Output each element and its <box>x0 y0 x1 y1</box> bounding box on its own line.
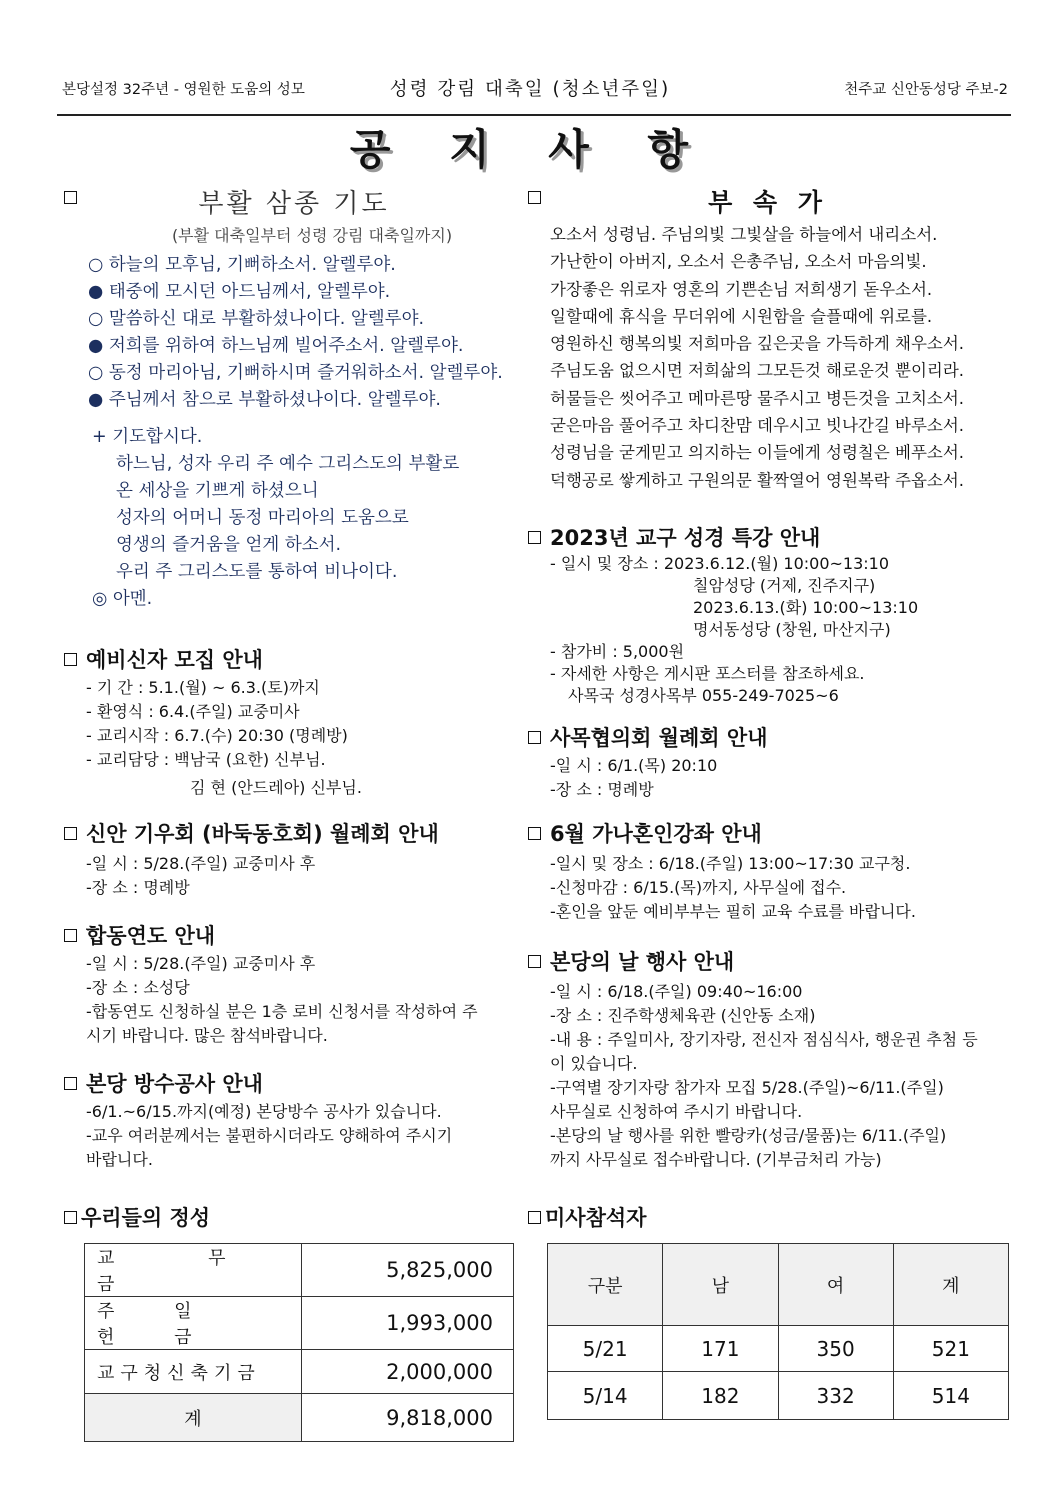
sequence-line: 일할때에 휴식을 무더위에 시원함을 슬플때에 위로를. <box>550 306 933 326</box>
table-cell: 5/14 <box>548 1372 663 1420</box>
header-rule <box>57 114 1011 116</box>
notice-line: -일시 및 장소 : 6/18.(주일) 13:00~17:30 교구청. <box>550 854 911 873</box>
notice-parish-day <box>528 946 1008 1172</box>
attendance-table <box>547 1243 1009 1420</box>
checkbox-icon <box>528 955 541 968</box>
notice-line: - 참가비 : 5,000원 <box>550 642 685 661</box>
table-row <box>85 1244 514 1297</box>
prayer-line: 온 세상을 기쁘게 하셨으니 <box>116 481 319 501</box>
verse <box>88 360 524 387</box>
offering-value: 1,993,000 <box>302 1297 514 1350</box>
verse-mark: ● <box>88 336 104 356</box>
verse <box>88 279 524 306</box>
checkbox-icon <box>528 1211 541 1224</box>
sequence-line: 덕행공로 쌓게하고 구원의문 활짝열어 영원복락 주옵소서. <box>550 470 965 490</box>
verse-mark: ○ <box>88 309 104 329</box>
notice-line: -일 시 : 6/1.(목) 20:10 <box>550 756 718 775</box>
notice-council <box>528 722 1008 802</box>
sequence-line: 성령님을 굳게믿고 의지하는 이들에게 성령칠은 베푸소서. <box>550 443 965 463</box>
table-row <box>85 1394 514 1442</box>
notice-go-club <box>64 818 524 900</box>
verse <box>88 252 524 279</box>
table-cell: 182 <box>663 1372 778 1420</box>
notice-line: 칠암성당 (거제, 진주지구) <box>693 576 876 595</box>
notice-line: 바랍니다. <box>86 1150 153 1169</box>
notice-line: - 기 간 : 5.1.(월) ~ 6.3.(토)까지 <box>86 678 320 697</box>
notice-line: -일 시 : 5/28.(주일) 교중미사 후 <box>86 854 316 873</box>
offerings-table <box>84 1243 514 1442</box>
table-cell: 521 <box>893 1326 1008 1372</box>
section-title: 신안 기우회 (바둑동호회) 월례회 안내 <box>86 822 439 846</box>
table-cell: 332 <box>778 1372 893 1420</box>
easter-prayer-title: 부활 삼종 기도 <box>198 189 390 219</box>
notice-line: -장 소 : 명례방 <box>86 878 190 897</box>
verse-text: 하늘의 모후님, 기뻐하소서. 알렐루야. <box>108 255 396 275</box>
verse-mark: ● <box>88 390 104 410</box>
verse <box>88 333 524 360</box>
checkbox-icon <box>64 653 77 666</box>
sequence-line: 오소서 성령님. 주님의빛 그빛살을 하늘에서 내리소서. <box>550 225 938 244</box>
verse-mark: ○ <box>88 363 104 383</box>
offerings-heading <box>64 1202 210 1232</box>
prayer-line: 우리 주 그리스도를 통하여 비나이다. <box>116 562 398 582</box>
header-right: 천주교 신안동성당 주보-2 <box>844 82 1008 98</box>
notice-line: -합동연도 신청하실 분은 1층 로비 신청서를 작성하여 주 <box>86 1002 478 1021</box>
notice-catechumen <box>64 644 524 800</box>
notice-line: - 자세한 사항은 게시판 포스터를 참조하세요. <box>550 664 865 683</box>
notice-line: 2023.6.13.(화) 10:00~13:10 <box>693 598 919 617</box>
prayer-intro: + 기도합시다. <box>92 427 203 447</box>
offering-label: 주 일 헌 금 <box>85 1297 302 1350</box>
table-header-row <box>548 1244 1009 1326</box>
notice-line: -교우 여러분께서는 불편하시더라도 양해하여 주시기 <box>86 1126 453 1145</box>
sequence-line: 허물들은 씻어주고 메마른땅 물주시고 병든것을 고치소서. <box>550 388 965 408</box>
checkbox-icon <box>528 731 541 744</box>
offering-value: 5,825,000 <box>302 1244 514 1297</box>
column-header: 계 <box>893 1244 1008 1326</box>
easter-prayer-section <box>64 183 524 613</box>
notice-line: -내 용 : 주일미사, 장기자랑, 전신자 점심식사, 행운권 추첨 등 <box>550 1030 978 1049</box>
table-row <box>85 1297 514 1350</box>
offering-value: 9,818,000 <box>302 1394 514 1442</box>
notice-line: -신청마감 : 6/15.(목)까지, 사무실에 접수. <box>550 878 847 897</box>
notice-line: -구역별 장기자랑 참가자 모집 5/28.(주일)~6/11.(주일) <box>550 1078 944 1097</box>
easter-prayer-subtitle: (부활 대축일부터 성령 강림 대축일까지) <box>171 226 453 245</box>
table-cell: 171 <box>663 1326 778 1372</box>
notice-line: 이 있습니다. <box>550 1054 638 1073</box>
verse <box>88 387 524 414</box>
notice-line: - 환영식 : 6.4.(주일) 교중미사 <box>86 702 300 721</box>
notice-line: -일 시 : 6/18.(주일) 09:40~16:00 <box>550 982 803 1001</box>
section-title: 2023년 교구 성경 특강 안내 <box>550 526 821 550</box>
section-title: 본당 방수공사 안내 <box>86 1072 263 1096</box>
offering-value: 2,000,000 <box>302 1350 514 1394</box>
section-title: 본당의 날 행사 안내 <box>550 950 735 974</box>
verse-text: 태중에 모시던 아드님께서, 알렐루야. <box>108 282 391 302</box>
verse <box>88 306 524 333</box>
notice-waterproofing <box>64 1068 524 1172</box>
verse-mark: ● <box>88 282 104 302</box>
prayer-line: 영생의 즐거움을 얻게 하소서. <box>116 535 342 555</box>
attendance-heading <box>528 1202 646 1232</box>
checkbox-icon <box>64 1211 77 1224</box>
section-title: 합동연도 안내 <box>86 924 216 948</box>
verse-text: 저희를 위하여 하느님께 빌어주소서. 알렐루야. <box>108 336 464 356</box>
notice-line: -6/1.~6/15.까지(예정) 본당방수 공사가 있습니다. <box>86 1102 442 1121</box>
notice-memorial <box>64 920 524 1048</box>
table-cell: 5/21 <box>548 1326 663 1372</box>
sequence-line: 가난한이 아버지, 오소서 은총주님, 오소서 마음의빛. <box>550 252 927 272</box>
checkbox-icon <box>64 827 77 840</box>
offering-label: 교구청신축기금 <box>85 1350 302 1394</box>
sequence-line: 굳은마음 풀어주고 차디찬맘 데우시고 빗나간길 바루소서. <box>550 416 965 436</box>
verse-text: 동정 마리아님, 기뻐하시며 즐거워하소서. 알렐루야. <box>108 363 503 383</box>
checkbox-icon <box>528 827 541 840</box>
table-row <box>548 1326 1009 1372</box>
sequence-section <box>528 183 1008 494</box>
prayer-line: 성자의 어머니 동정 마리아의 도움으로 <box>116 508 409 528</box>
notice-line: 김 현 (안드레아) 신부님. <box>190 778 362 797</box>
notice-line: -일 시 : 5/28.(주일) 교중미사 후 <box>86 954 316 973</box>
notice-line: 사무실로 신청하여 주시기 바랍니다. <box>550 1102 803 1121</box>
section-title: 예비신자 모집 안내 <box>86 648 263 672</box>
notice-bible-lecture <box>528 522 1008 707</box>
header-left: 본당설정 32주년 - 영원한 도움의 성모 <box>62 82 305 98</box>
prayer-line: 하느님, 성자 우리 주 예수 그리스도의 부활로 <box>116 454 460 474</box>
sequence-line: 가장좋은 위로자 영혼의 기쁜손님 저희생기 돋우소서. <box>550 279 933 299</box>
sequence-title: 부 속 가 <box>708 188 828 217</box>
verse-text: 주님께서 참으로 부활하셨나이다. 알렐루야. <box>108 390 441 410</box>
column-header: 구분 <box>548 1244 663 1326</box>
notice-line: -본당의 날 행사를 위한 빨랑카(성금/물품)는 6/11.(주일) <box>550 1126 947 1145</box>
notice-line: 명서동성당 (창원, 마산지구) <box>693 620 891 639</box>
attendance-title: 미사참석자 <box>545 1206 647 1230</box>
section-title: 사목협의회 월례회 안내 <box>550 726 768 750</box>
verse-mark: ○ <box>88 255 104 275</box>
notice-line: - 교리시작 : 6.7.(수) 20:30 (명례방) <box>86 726 348 745</box>
notice-line: 까지 사무실로 접수바랍니다. (기부금처리 가능) <box>550 1150 882 1169</box>
notice-line: - 교리담당 : 백남국 (요한) 신부님. <box>86 750 326 769</box>
notice-line: - 일시 및 장소 : 2023.6.12.(월) 10:00~13:10 <box>550 554 890 573</box>
table-cell: 350 <box>778 1326 893 1372</box>
column-header: 여 <box>778 1244 893 1326</box>
notice-line: -장 소 : 진주학생체육관 (신안동 소재) <box>550 1006 816 1025</box>
table-row <box>85 1350 514 1394</box>
notice-line: 사목국 성경사목부 055-249-7025~6 <box>568 686 839 705</box>
notice-line: 시기 바랍니다. 많은 참석바랍니다. <box>86 1026 328 1045</box>
table-row <box>548 1372 1009 1420</box>
offering-label: 계 <box>85 1394 302 1442</box>
table-cell: 514 <box>893 1372 1008 1420</box>
notice-line: -장 소 : 소성당 <box>86 978 190 997</box>
checkbox-icon <box>64 1077 77 1090</box>
column-header: 남 <box>663 1244 778 1326</box>
sequence-line: 영원하신 행복의빛 저희마음 깊은곳을 가득하게 채우소서. <box>550 334 965 354</box>
sequence-line: 주님도움 없으시면 저희삶의 그모든것 해로운것 뿐이리라. <box>550 361 965 381</box>
checkbox-icon <box>528 531 541 544</box>
notice-line: -장 소 : 명례방 <box>550 780 654 799</box>
offering-label: 교 무 금 <box>85 1244 302 1297</box>
offerings-title: 우리들의 정성 <box>81 1206 211 1230</box>
section-title: 6월 가나혼인강좌 안내 <box>550 822 762 846</box>
header-center: 성령 강림 대축일 (청소년주일) <box>389 79 671 100</box>
notice-marriage-course <box>528 818 1008 924</box>
page-title: 공 지 사 항 <box>349 125 711 174</box>
verse-text: 말씀하신 대로 부활하셨나이다. 알렐루야. <box>108 309 425 329</box>
checkbox-icon <box>64 929 77 942</box>
prayer-amen: ◎ 아멘. <box>92 589 153 609</box>
notice-line: -혼인을 앞둔 예비부부는 필히 교육 수료를 바랍니다. <box>550 902 916 921</box>
